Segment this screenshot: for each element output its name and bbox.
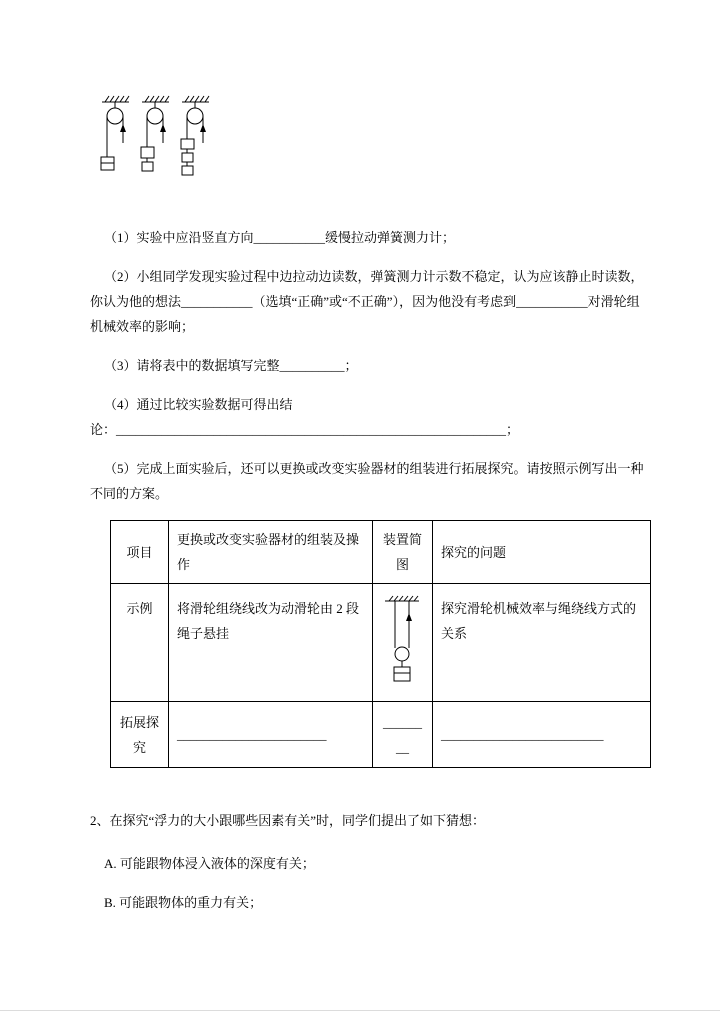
- table-header-row: [111, 521, 651, 584]
- example-label: 示例: [111, 584, 169, 702]
- expansion-diagram-blank: ________: [373, 702, 433, 768]
- question-1: （1）实验中应沿竖直方向___________缓慢拉动弹簧测力计；: [104, 230, 456, 245]
- page-bottom-edge: [0, 1010, 720, 1011]
- header-operation: 更换或改变实验器材的组装及操作: [169, 521, 373, 584]
- question-4-line1: （4）通过比较实验数据可得出结: [104, 397, 293, 412]
- expansion-question-blank: _________________________: [433, 702, 651, 768]
- movable-pulley-diagram-icon: [375, 595, 431, 691]
- pulley-figure-1: [101, 96, 129, 170]
- expansion-row: [111, 702, 651, 768]
- pulley-figures: [98, 95, 650, 199]
- pulley-figure-3: [181, 96, 209, 175]
- problem2-option-a: A. 可能跟物体浸入液体的深度有关；: [104, 856, 315, 871]
- example-diagram-cell: [373, 584, 433, 702]
- header-diagram: 装置简图: [373, 521, 433, 584]
- example-operation: 将滑轮组绕线改为动滑轮由 2 段绳子悬挂: [169, 584, 373, 702]
- problem2-option-b: B. 可能跟物体的重力有关；: [104, 895, 263, 910]
- expansion-label: 拓展探究: [111, 702, 169, 768]
- example-question: 探究滑轮机械效率与绳绕线方式的关系: [433, 584, 651, 702]
- expansion-operation-blank: _______________________: [169, 702, 373, 768]
- exploration-table: [110, 520, 651, 768]
- question-4-line2: 论：____________________________________________________________；: [90, 422, 520, 437]
- example-row: [111, 584, 651, 702]
- pulley-figure-2: [141, 96, 169, 171]
- pulley-experiment-diagrams-icon: [98, 95, 218, 199]
- question-5: （5）完成上面实验后，还可以更换或改变实验器材的组装进行拓展探究。请按照示例写出一种不同的方案。: [90, 461, 644, 501]
- problem2-intro: 2、在探究“浮力的大小跟哪些因素有关”时，同学们提出了如下猜想：: [90, 813, 486, 828]
- question-2: （2）小组同学发现实验过程中边拉动边读数，弹簧测力计示数不稳定，认为应该静止时读数，你认为他的想法___________（选填“正确”或“不正确”），因为他没有考虑到___________对滑轮组机械效率的影响；: [90, 269, 644, 334]
- header-question: 探究的问题: [433, 521, 651, 584]
- question-3: （3）请将表中的数据填写完整__________；: [104, 358, 358, 373]
- header-item: 项目: [111, 521, 169, 584]
